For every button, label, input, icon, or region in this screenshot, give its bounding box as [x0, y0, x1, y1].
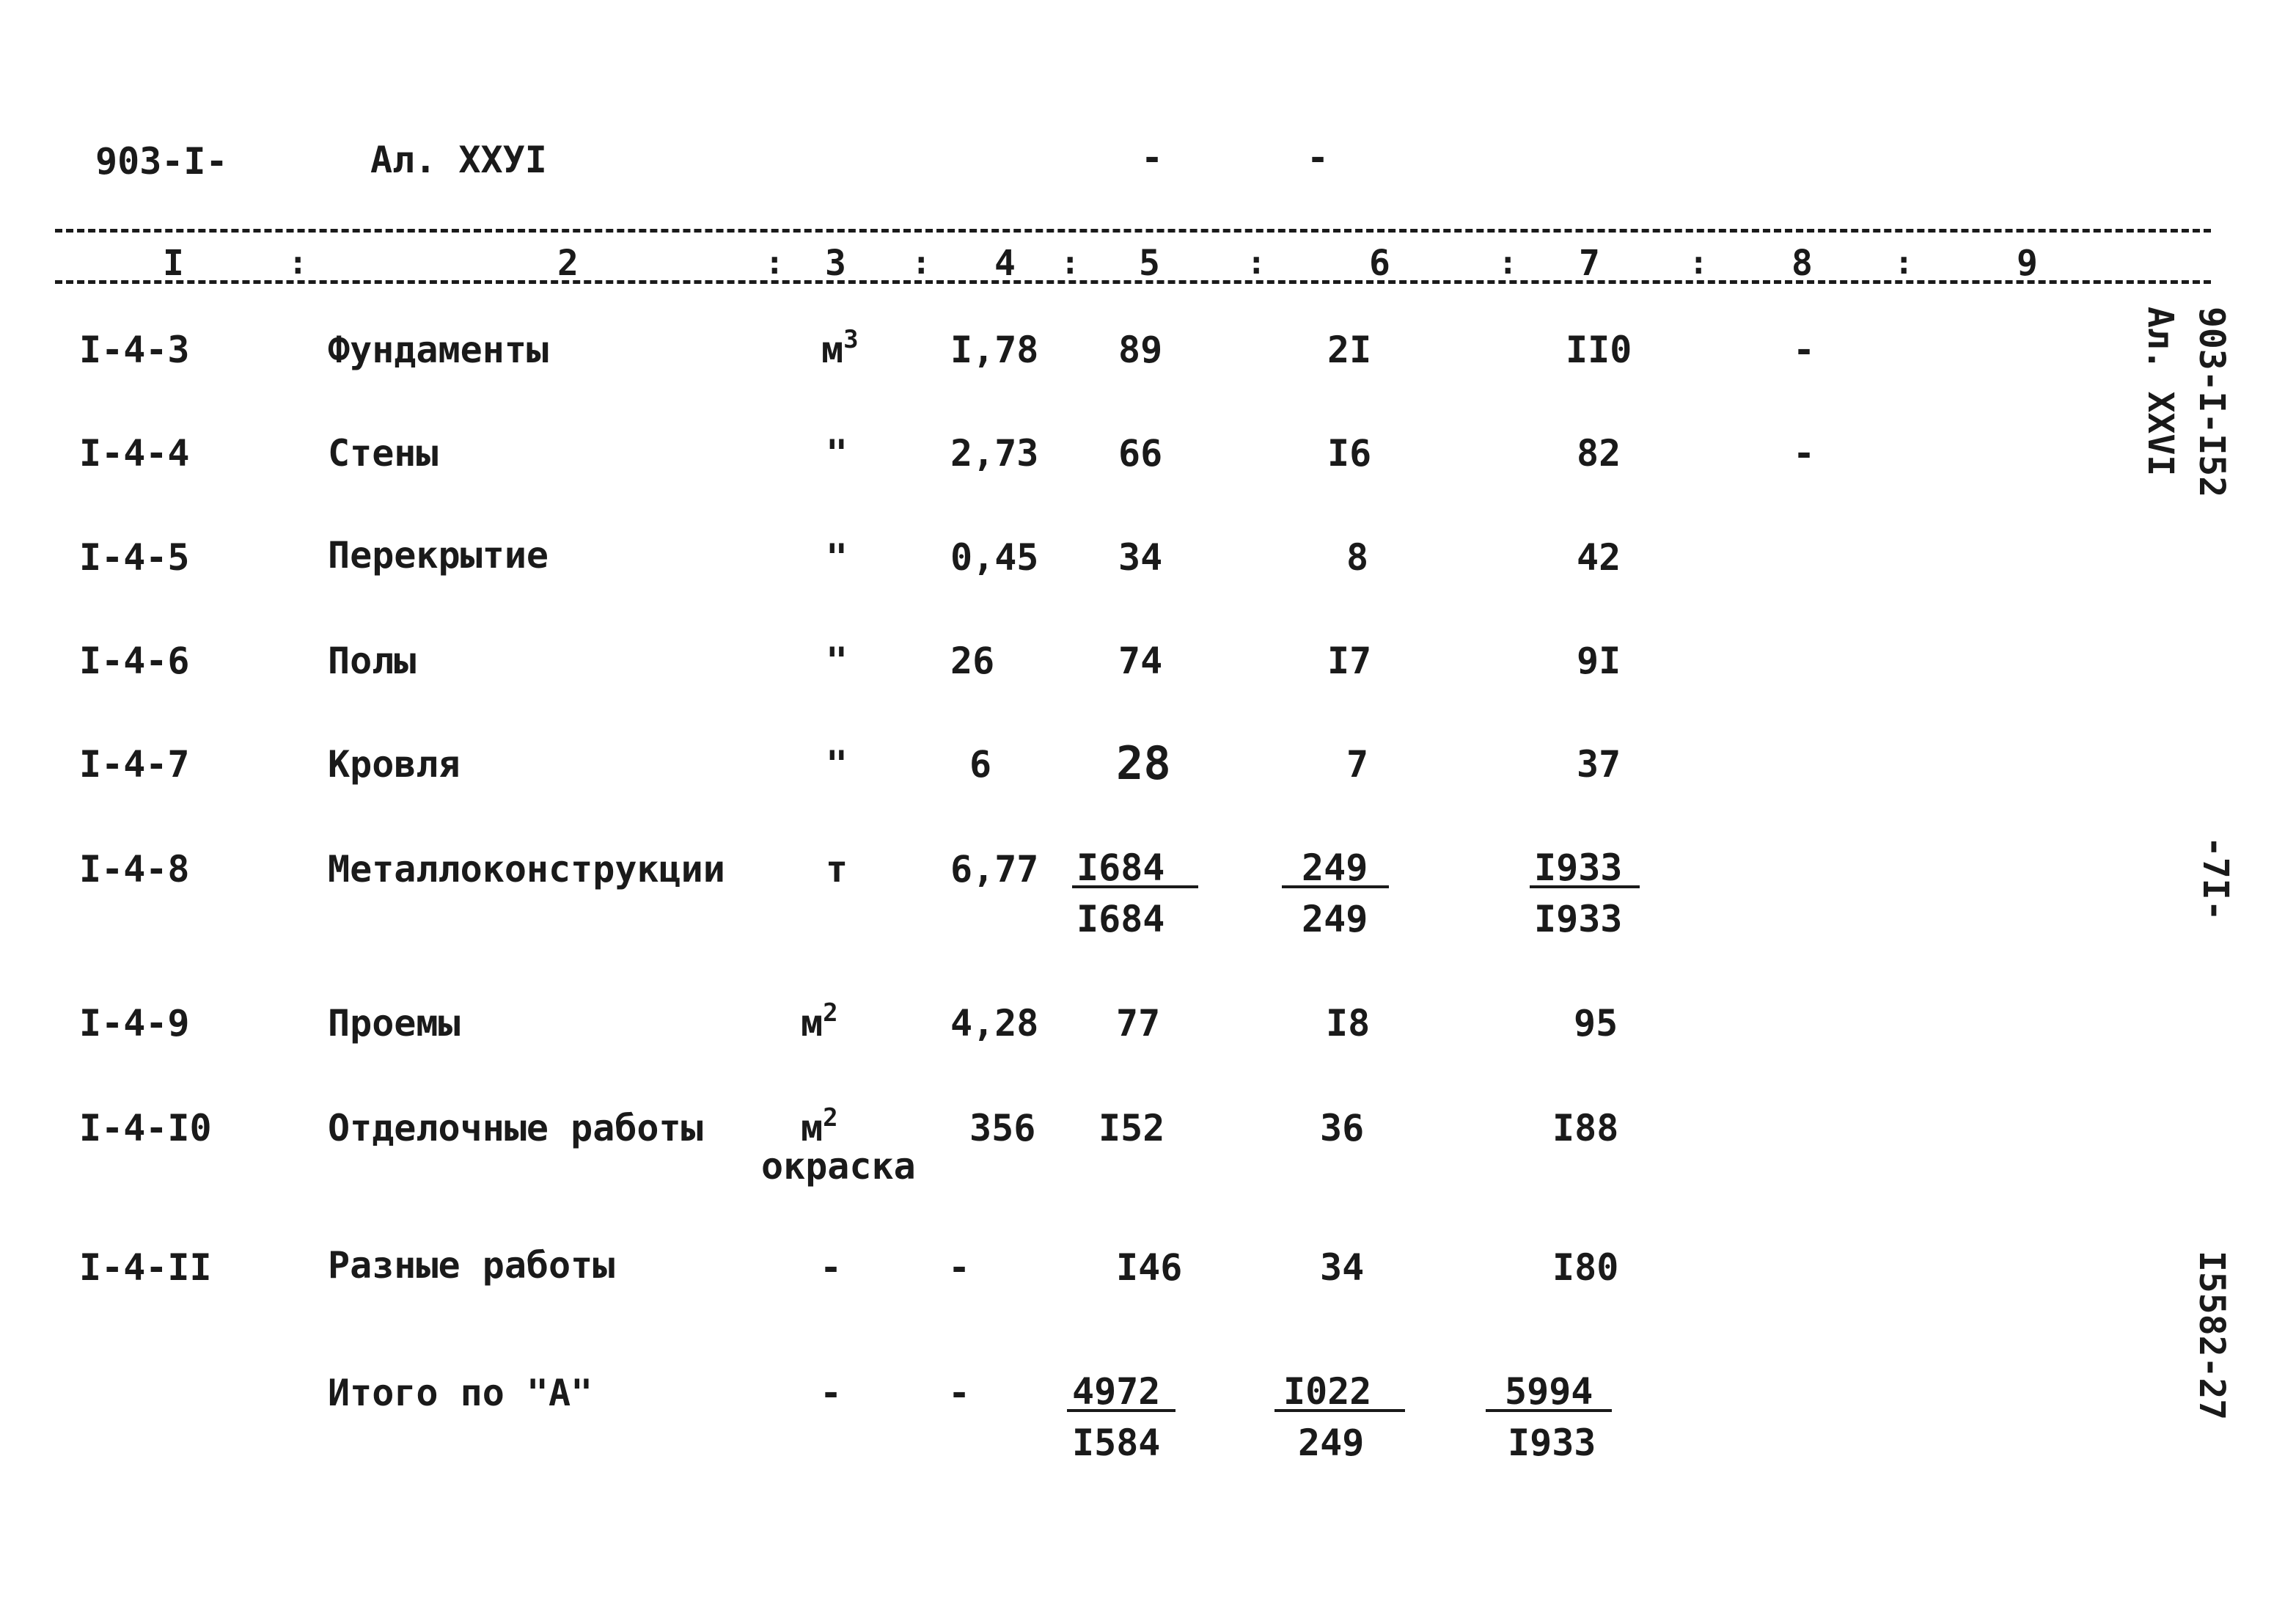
row-col5: I46 — [1116, 1246, 1183, 1289]
row-unit: $м^3$ — [821, 325, 859, 371]
row-name: Проемы — [328, 1002, 461, 1045]
row-name: Полы — [328, 640, 417, 682]
row-unit: - — [820, 1246, 843, 1289]
row-col6: 8 — [1346, 536, 1369, 579]
row-name: Разные работы — [328, 1244, 615, 1287]
row-col7: 95 — [1574, 1002, 1618, 1045]
column-separator: : — [1060, 244, 1080, 282]
row-col6: I7 — [1327, 640, 1372, 682]
column-separator: : — [912, 244, 931, 282]
margin-order-number: I5582-27 — [2191, 1251, 2232, 1421]
row-unit: $м^2$ — [801, 1103, 838, 1149]
total-col7-denominator: I933 — [1508, 1422, 1596, 1464]
row-col6: I8 — [1326, 1002, 1371, 1045]
column-separator: : — [1689, 244, 1709, 282]
row-col5: 34 — [1118, 536, 1163, 579]
row-name: Металлоконструкции — [328, 848, 725, 890]
row-unit: " — [826, 536, 848, 579]
row-col7: 42 — [1577, 536, 1621, 579]
row-name: Отделочные работы — [328, 1107, 703, 1149]
row-unit: " — [826, 640, 848, 682]
column-header-7: 7 — [1579, 243, 1600, 284]
row-col5: I52 — [1099, 1107, 1165, 1149]
row-unit-note: окраска — [761, 1145, 916, 1188]
total-col5-numerator: 4972 — [1072, 1370, 1161, 1413]
row-quantity: 6,77 — [950, 848, 1039, 890]
row-col6: 34 — [1320, 1246, 1365, 1289]
column-header-3: 3 — [825, 243, 846, 284]
column-header-8: 8 — [1791, 243, 1813, 284]
column-header-9: 9 — [2017, 243, 2038, 284]
row-col6: 36 — [1320, 1107, 1365, 1149]
column-header-6: 6 — [1369, 243, 1390, 284]
total-col6-denominator: 249 — [1298, 1422, 1365, 1464]
row-code: I-4-I0 — [79, 1107, 212, 1149]
album-number: Ал. XXУI — [370, 139, 547, 181]
row-unit: " — [826, 743, 848, 786]
row-name: Фундаменты — [328, 329, 549, 371]
row-col7: I80 — [1552, 1246, 1619, 1289]
row-code: I-4-3 — [79, 329, 190, 371]
row-quantity: - — [948, 1246, 971, 1289]
table-top-rule — [55, 229, 2211, 233]
row-col5: 89 — [1118, 329, 1163, 371]
fraction-bar — [1486, 1409, 1612, 1412]
row-quantity: 0,45 — [950, 536, 1039, 579]
row-col5: 77 — [1116, 1002, 1161, 1045]
column-separator: : — [288, 244, 308, 282]
row-name: Перекрытие — [328, 534, 549, 577]
row-code: I-4-9 — [79, 1002, 190, 1045]
row-col7-denominator: I933 — [1534, 898, 1623, 940]
row-col8: - — [1793, 329, 1816, 371]
column-header-1: I — [163, 243, 184, 284]
column-header-4: 4 — [994, 243, 1016, 284]
column-separator: : — [765, 244, 785, 282]
document-code: 903-I- — [95, 140, 228, 183]
row-col6: 2I — [1327, 329, 1372, 371]
row-col6-denominator: 249 — [1302, 898, 1368, 940]
row-quantity: 4,28 — [950, 1002, 1039, 1045]
row-code: I-4-6 — [79, 640, 190, 682]
row-unit: $м^2$ — [801, 998, 838, 1045]
row-col7: 82 — [1577, 432, 1621, 475]
row-code: I-4-7 — [79, 743, 190, 786]
total-unit: - — [820, 1372, 843, 1414]
fraction-bar — [1282, 885, 1389, 888]
row-quantity: 6 — [969, 743, 992, 786]
row-col6: I6 — [1327, 432, 1372, 475]
fraction-bar — [1067, 1409, 1175, 1412]
row-col7-numerator: I933 — [1534, 846, 1623, 889]
row-col7: 9I — [1577, 640, 1621, 682]
fraction-bar — [1072, 885, 1198, 888]
margin-album: Ал. XXVI — [2140, 307, 2181, 477]
row-name: Стены — [328, 432, 439, 475]
total-quantity: - — [948, 1372, 971, 1414]
row-quantity: 356 — [969, 1107, 1036, 1149]
margin-doc-number: 903-I-I52 — [2191, 307, 2232, 498]
total-col5-denominator: I584 — [1072, 1422, 1161, 1464]
row-col7: 37 — [1577, 743, 1621, 786]
header-dash: - — [1141, 136, 1164, 179]
row-col7: II0 — [1566, 329, 1632, 371]
fraction-bar — [1530, 885, 1640, 888]
total-col7-numerator: 5994 — [1505, 1370, 1593, 1413]
row-code: I-4-4 — [79, 432, 190, 475]
row-col5-denominator: I684 — [1077, 898, 1165, 940]
row-quantity: 2,73 — [950, 432, 1039, 475]
row-quantity: I,78 — [950, 329, 1039, 371]
column-header-2: 2 — [557, 243, 579, 284]
row-col6: 7 — [1346, 743, 1369, 786]
column-separator: : — [1498, 244, 1518, 282]
column-separator: : — [1894, 244, 1914, 282]
row-code: I-4-8 — [79, 848, 190, 890]
row-col5: 28 — [1116, 736, 1171, 790]
row-name: Кровля — [328, 743, 461, 786]
row-code: I-4-5 — [79, 536, 190, 579]
column-header-5: 5 — [1139, 243, 1160, 284]
row-col5: 66 — [1118, 432, 1163, 475]
total-label: Итого по "А" — [328, 1372, 593, 1414]
header-dash: - — [1307, 136, 1329, 179]
row-quantity: 26 — [950, 640, 995, 682]
table-header-rule — [55, 280, 2211, 284]
row-col7: I88 — [1552, 1107, 1619, 1149]
row-unit: " — [826, 432, 848, 475]
row-unit: т — [826, 848, 848, 890]
row-col5: 74 — [1118, 640, 1163, 682]
fraction-bar — [1274, 1409, 1405, 1412]
row-col5-numerator: I684 — [1077, 846, 1165, 889]
row-col8: - — [1793, 432, 1816, 475]
column-separator: : — [1247, 244, 1266, 282]
margin-page-number: -7I- — [2195, 836, 2236, 921]
row-col6-numerator: 249 — [1302, 846, 1368, 889]
row-code: I-4-II — [79, 1246, 212, 1289]
total-col6-numerator: I022 — [1283, 1370, 1372, 1413]
